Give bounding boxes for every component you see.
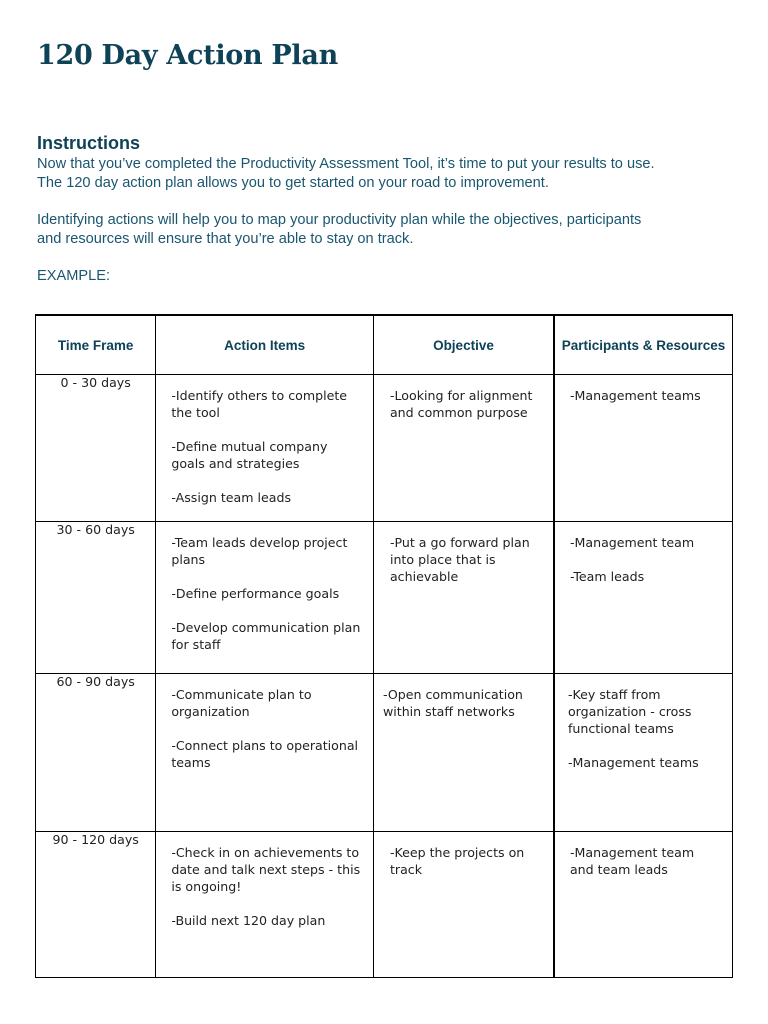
participant-item: -Management team and team leads	[569, 845, 695, 877]
action-item: -Develop communication plan for staff	[171, 620, 361, 652]
objective-item: -Keep the projects on track	[389, 845, 525, 877]
page-title: 120 Day Action Plan	[37, 40, 338, 71]
action-item: -Define mutual company goals and strategies	[171, 439, 328, 471]
time-frame-cell: 90 - 120 days	[36, 832, 156, 978]
instructions-line-4: and resources will ensure that you’re able to stay on track.	[37, 231, 414, 247]
objective-cell	[373, 832, 554, 978]
time-frame-cell: 30 - 60 days	[36, 522, 156, 674]
objective-cell	[373, 522, 554, 674]
header-action-items: Action Items	[156, 315, 374, 375]
header-time-frame: Time Frame	[36, 315, 156, 375]
objective-item: -Looking for alignment and common purpose	[389, 388, 533, 420]
action-item: -Connect plans to operational teams	[171, 738, 359, 770]
table-row	[36, 375, 733, 522]
objective-item: -Open communication within staff networks	[382, 687, 523, 719]
instructions-line-3: Identifying actions will help you to map your productivity plan while the objectives, participants	[37, 212, 642, 228]
time-frame-cell: 0 - 30 days	[36, 375, 156, 522]
action-item: -Identify others to complete the tool	[171, 388, 348, 420]
action-item: -Check in on achievements to date and talk next steps - this is ongoing!	[171, 845, 361, 894]
participant-item: -Management teams	[569, 388, 701, 403]
action-item: -Communicate plan to organization	[171, 687, 312, 719]
action-item: -Build next 120 day plan	[171, 913, 326, 928]
participants-cell	[554, 375, 733, 522]
objective-cell	[373, 375, 554, 522]
action-plan-table	[35, 314, 733, 978]
table-header-row	[36, 315, 733, 375]
example-label: EXAMPLE:	[37, 268, 110, 284]
action-items-cell	[156, 832, 374, 978]
header-participants-resources: Participants & Resources	[554, 315, 733, 375]
action-item: -Team leads develop project plans	[171, 535, 348, 567]
participant-item: -Team leads	[569, 569, 645, 584]
table-row	[36, 522, 733, 674]
objective-item: -Put a go forward plan into place that is achievable	[389, 535, 530, 584]
participants-cell	[554, 674, 733, 832]
time-frame-cell: 60 - 90 days	[36, 674, 156, 832]
participant-item: -Management team	[569, 535, 695, 550]
instructions-line-1: Now that you’ve completed the Productivity Assessment Tool, it’s time to put your results to use.	[37, 156, 655, 172]
action-items-cell	[156, 375, 374, 522]
instructions-heading: Instructions	[37, 133, 141, 153]
table-row	[36, 674, 733, 832]
instructions-line-2: The 120 day action plan allows you to get started on your road to improvement.	[37, 175, 549, 191]
table-row	[36, 832, 733, 978]
action-items-cell	[156, 522, 374, 674]
header-objective: Objective	[373, 315, 554, 375]
participant-item: -Key staff from organization - cross functional teams	[567, 687, 692, 736]
participants-cell	[554, 832, 733, 978]
action-item: -Assign team leads	[171, 490, 292, 505]
action-item: -Define performance goals	[171, 586, 340, 601]
participant-item: -Management teams	[567, 755, 699, 770]
participants-cell	[554, 522, 733, 674]
objective-cell	[373, 674, 554, 832]
action-items-cell	[156, 674, 374, 832]
